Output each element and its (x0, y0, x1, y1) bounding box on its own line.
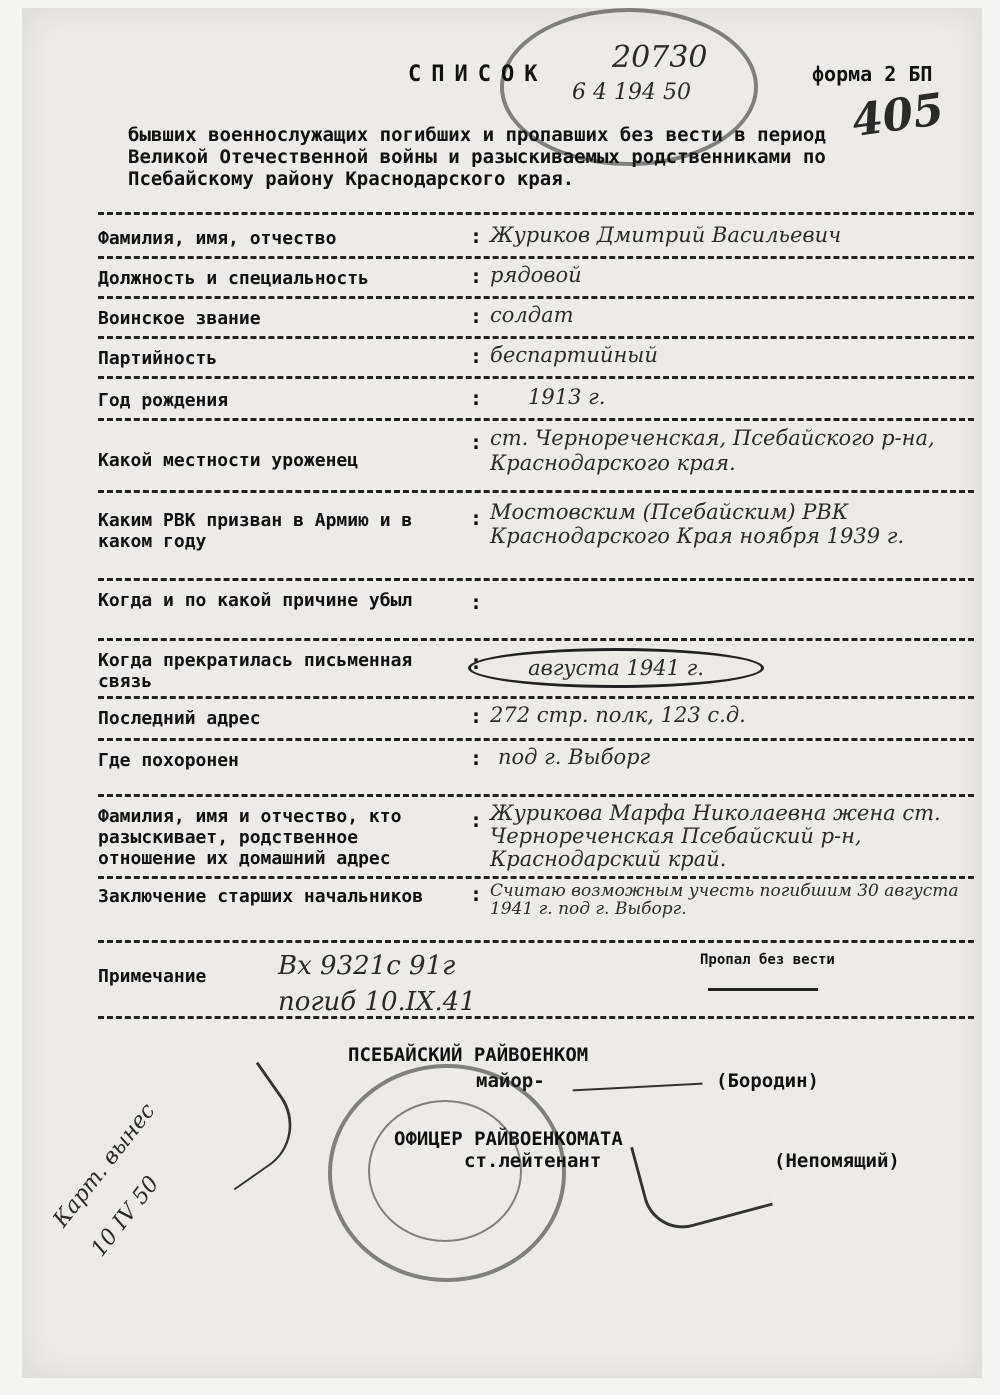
divider (98, 696, 974, 699)
colon: : (470, 882, 483, 906)
field-label: Какой местности уроженец (98, 450, 359, 471)
colon: : (470, 386, 483, 410)
field-label: Воинское звание (98, 308, 261, 329)
note-stamp: Пропал без вести (700, 952, 835, 968)
signature-name-1: (Бородин) (716, 1070, 819, 1092)
corner-number: 405 (848, 83, 947, 148)
divider (98, 376, 974, 379)
field-value: ст. Чернореченская, Псебайского р-на, Краснодарского края. (490, 426, 935, 475)
divider (98, 490, 974, 493)
initials-mark (708, 988, 818, 991)
divider (98, 1016, 974, 1019)
form-label: форма 2 БП (812, 62, 933, 86)
field-label: Каким РВК призван в Армию и в каком году (98, 510, 413, 552)
signature-rank-1: майор- (476, 1070, 545, 1092)
signature-title-2: ОФИЦЕР РАЙВОЕНКОМАТА (394, 1128, 623, 1150)
stamp-date: 6 4 194 50 (572, 80, 691, 105)
field-label: Когда и по какой причине убыл (98, 590, 413, 611)
field-label: Партийность (98, 348, 218, 369)
field-value: Вх 9321с 91г погиб 10.IX.41 (278, 951, 476, 1017)
colon: : (470, 590, 483, 614)
field-value: солдат (490, 303, 574, 327)
field-label: Фамилия, имя и отчество, кто разыскивает, родственное отношение их домашний адрес (98, 806, 402, 869)
divider (98, 794, 974, 797)
document-title: СПИСОК (408, 62, 548, 87)
colon: : (470, 264, 483, 288)
field-label: Должность и специальность (98, 268, 369, 289)
document-subtitle: бывших военнослужащих погибших и пропавших без вести в период Великой Отечественной войны и разыскиваемых родственниками по Псебайскому району Краснодарского края. (128, 124, 826, 190)
margin-note: Карт. вынес 10 IV 50 (48, 1098, 165, 1262)
field-value: Мостовским (Псебайским) РВК Краснодарского Края ноября 1939 г. (490, 500, 905, 548)
colon: : (470, 808, 483, 832)
field-label: Когда прекратилась письменная связь (98, 650, 413, 692)
field-label: Последний адрес (98, 708, 261, 729)
field-value: под г. Выборг (498, 745, 651, 769)
field-value: Журикова Марфа Николаевна жена ст. Чернореченская Псебайский р-н, Краснодарский край. (490, 801, 941, 871)
colon: : (470, 344, 483, 368)
field-label: Примечание (98, 966, 207, 987)
signature-title-1: ПСЕБАЙСКИЙ РАЙВОЕНКОМ (348, 1044, 589, 1066)
colon: : (470, 304, 483, 328)
field-label: Где похоронен (98, 750, 239, 771)
colon: : (470, 224, 483, 248)
field-value: Считаю возможным учесть погибшим 30 августа 1941 г. под г. Выборг. (490, 881, 959, 919)
colon: : (470, 650, 483, 674)
divider (98, 336, 974, 339)
divider (98, 638, 974, 641)
field-value: рядовой (490, 263, 582, 287)
signature-rank-2: ст.лейтенант (464, 1150, 602, 1172)
colon: : (470, 746, 483, 770)
colon: : (470, 704, 483, 728)
divider (98, 212, 974, 215)
field-label: Фамилия, имя, отчество (98, 228, 337, 249)
field-value: беспартийный (490, 343, 658, 367)
divider (98, 418, 974, 421)
colon: : (470, 506, 483, 530)
field-value: Журиков Дмитрий Васильевич (490, 223, 842, 247)
stamp-number: 20730 (612, 40, 708, 75)
signature-name-2: (Непомящий) (774, 1150, 900, 1172)
field-value: 272 стр. полк, 123 с.д. (490, 703, 746, 727)
divider (98, 256, 974, 259)
divider (98, 738, 974, 741)
colon: : (470, 430, 483, 454)
field-label: Заключение старших начальников (98, 886, 424, 907)
divider (98, 876, 974, 879)
divider (98, 578, 974, 581)
divider (98, 940, 974, 943)
field-label: Год рождения (98, 390, 229, 411)
field-value: 1913 г. (528, 385, 606, 409)
divider (98, 296, 974, 299)
field-value: августа 1941 г. (468, 648, 764, 688)
